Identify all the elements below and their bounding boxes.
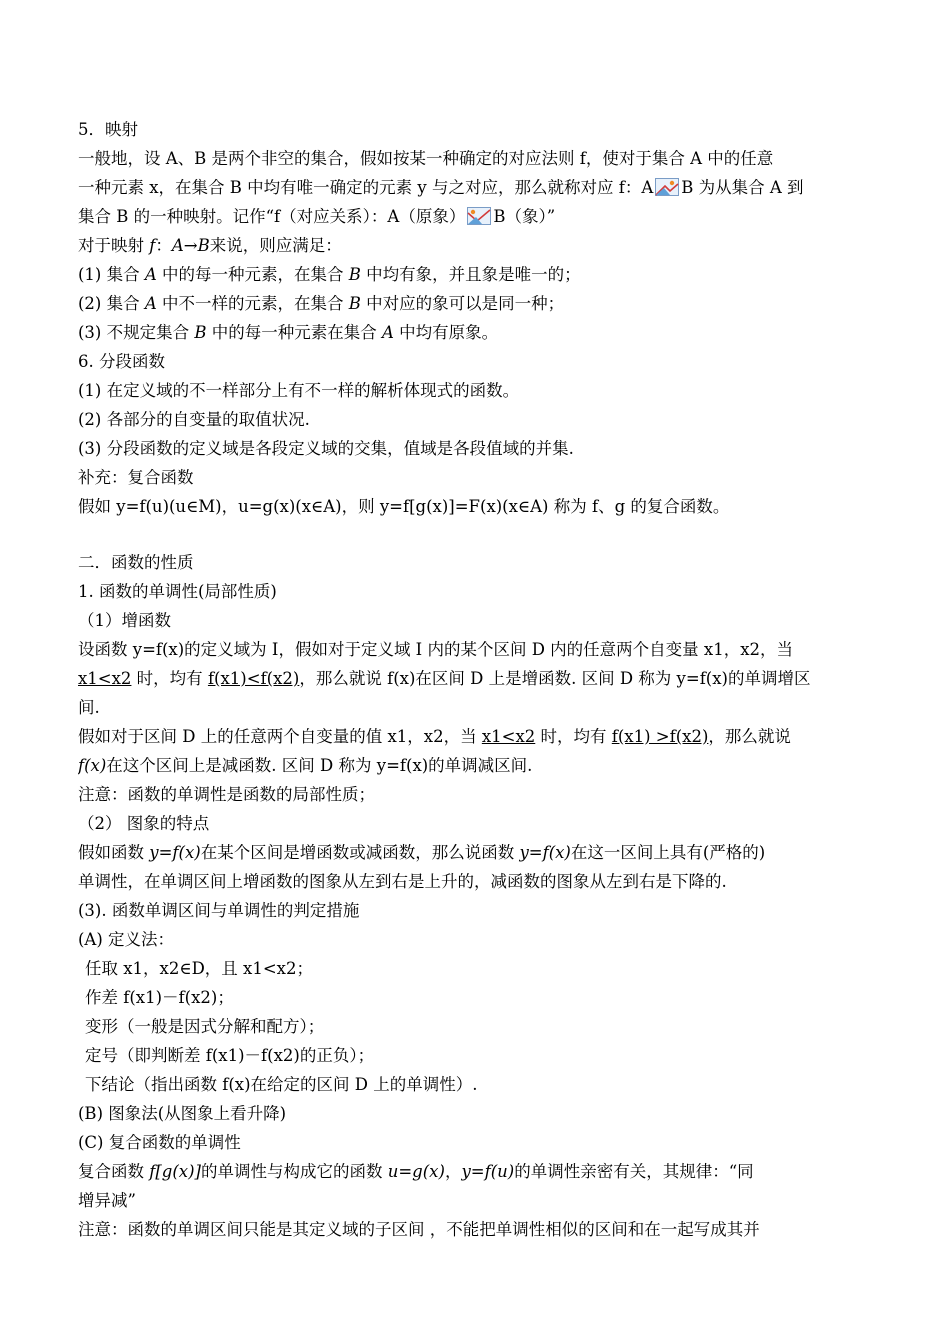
math-var: A (382, 323, 394, 342)
heading-mapping: 5．映射 (78, 120, 138, 139)
step-line: 下结论（指出函数 f(x)在给定的区间 D 上的单调性）. (85, 1075, 478, 1094)
text-line (78, 722, 878, 751)
text-span: 集合 B 的一种映射。记作“f（对应关系）：A（原象） (78, 207, 466, 226)
text-line: 间. (78, 698, 100, 717)
math-expr: f(x) (78, 756, 107, 775)
text-line (78, 202, 878, 231)
math-expr: y=f(x) (149, 843, 201, 862)
text-line: 一般地，设 A、B 是两个非空的集合，假如按某一种确定的对应法则 f，使对于集合 A 中的任意 (78, 149, 774, 168)
heading-monotonicity: 1. 函数的单调性(局部性质) (78, 582, 277, 601)
math-expr: y=f(u) (461, 1162, 515, 1181)
math-var: B (348, 294, 361, 313)
text-line: (3) 分段函数的定义域是各段定义域的交集，值域是各段值域的并集. (78, 439, 574, 458)
text-span: 中的每一种元素，在集合 (156, 265, 349, 284)
broken-image-icon (467, 207, 491, 225)
text-line: 单调性，在单调区间上增函数的图象从左到右是上升的，减函数的图象从左到右是下降的. (78, 872, 727, 891)
math-expr: u=g(x) (387, 1162, 445, 1181)
text-line: (B) 图象法(从图象上看升降) (78, 1104, 287, 1123)
text-span: 在这一区间上具有(严格的) (570, 843, 766, 862)
text-line (78, 289, 878, 318)
math-var: B (194, 323, 207, 342)
underlined-expr: x1<x2 (78, 669, 132, 688)
text-span: (2) 集合 (78, 294, 145, 313)
text-line: （2） 图象的特点 (78, 814, 210, 833)
text-line (78, 664, 878, 693)
text-line: (3). 函数单调区间与单调性的判定措施 (78, 901, 360, 920)
text-span: 时，均有 (535, 727, 612, 746)
heading-properties: 二．函数的性质 (78, 553, 194, 572)
blank-line (78, 521, 878, 548)
text-span: 的单调性亲密有关，其规律：“同 (514, 1162, 754, 1181)
text-span: 假如对于区间 D 上的任意两个自变量的值 x1，x2，当 (78, 727, 482, 746)
text-line (78, 1157, 878, 1186)
text-span: 时，均有 (131, 669, 208, 688)
text-line: （1）增函数 (78, 611, 171, 630)
math-var: A (144, 265, 157, 284)
text-span: ： (155, 236, 172, 255)
text-span: (1) 集合 (78, 265, 145, 284)
document-body (78, 115, 878, 1244)
step-line: 变形（一般是因式分解和配方）； (85, 1017, 325, 1036)
math-var: B (348, 265, 361, 284)
text-span: 中的每一种元素在集合 (206, 323, 383, 342)
step-line: 作差 f(x1)－f(x2)； (85, 988, 234, 1007)
text-line (78, 260, 878, 289)
text-span: ， (444, 1162, 462, 1181)
text-line (78, 173, 878, 202)
text-span: ，那么就说 (708, 727, 791, 746)
text-span: 对于映射 (78, 236, 150, 255)
text-line: (C) 复合函数的单调性 (78, 1133, 241, 1152)
text-line (78, 231, 878, 260)
underlined-expr: x1<x2 (481, 727, 536, 746)
text-span: 假如函数 (78, 843, 150, 862)
heading-piecewise: 6. 分段函数 (78, 352, 165, 371)
text-span: 复合函数 (78, 1162, 150, 1181)
text-line: (1) 在定义域的不一样部分上有不一样的解析体现式的函数。 (78, 381, 520, 400)
text-line (78, 318, 878, 347)
step-line: 定号（即判断差 f(x1)－f(x2)的正负）； (85, 1046, 375, 1065)
underlined-expr: f(x1)<f(x2) (207, 669, 300, 688)
text-span: ，那么就说 f(x)在区间 D 上是增函数. 区间 D 称为 y=f(x)的单调增区 (299, 669, 811, 688)
math-expr: f[g(x)] (149, 1162, 201, 1181)
text-span: 一种元素 x，在集合 B 中均有唯一确定的元素 y 与之对应，那么就称对应 f：A (78, 178, 654, 197)
text-span: 来说，则应满足： (209, 236, 342, 255)
math-var: A (144, 294, 157, 313)
text-span: B 为从集合 A 到 (681, 178, 804, 197)
text-line: 增异减” (78, 1191, 136, 1210)
math-var: f (149, 236, 156, 255)
text-line: 注意：函数的单调区间只能是其定义域的子区间 ，不能把单调性相似的区间和在一起写成其并 (78, 1220, 760, 1239)
text-span: 的单调性与构成它的函数 (200, 1162, 388, 1181)
text-line: 设函数 y=f(x)的定义域为 I，假如对于定义域 I 内的某个区间 D 内的任意两个自变量 x1，x2，当 (78, 640, 794, 659)
text-span: 中不一样的元素，在集合 (156, 294, 349, 313)
text-span: 中对应的象可以是同一种； (360, 294, 565, 313)
text-span: 中均有原象。 (393, 323, 499, 342)
broken-image-icon (655, 178, 679, 196)
step-line: 任取 x1，x2∈D，且 x1<x2； (85, 959, 313, 978)
text-line: (A) 定义法： (78, 930, 175, 949)
text-line (78, 838, 878, 867)
text-span: 在这个区间上是减函数. 区间 D 称为 y=f(x)的单调减区间. (106, 756, 533, 775)
text-span: 在某个区间是增函数或减函数，那么说函数 (200, 843, 520, 862)
text-span: (3) 不规定集合 (78, 323, 195, 342)
text-line: 注意：函数的单调性是函数的局部性质； (78, 785, 375, 804)
math-expr: A→B (171, 236, 210, 255)
math-expr: y=f(x) (519, 843, 571, 862)
text-line (78, 751, 878, 780)
text-span: 中均有象，并且象是唯一的； (360, 265, 581, 284)
text-line: 假如 y=f(u)(u∈M)，u=g(x)(x∈A)，则 y=f[g(x)]=F(x)(x∈A) 称为 f、g 的复合函数。 (78, 497, 730, 516)
underlined-expr: f(x1) >f(x2) (611, 727, 709, 746)
text-line: 补充：复合函数 (78, 468, 194, 487)
text-span: B（象）” (493, 207, 556, 226)
text-line: (2) 各部分的自变量的取值状况. (78, 410, 310, 429)
